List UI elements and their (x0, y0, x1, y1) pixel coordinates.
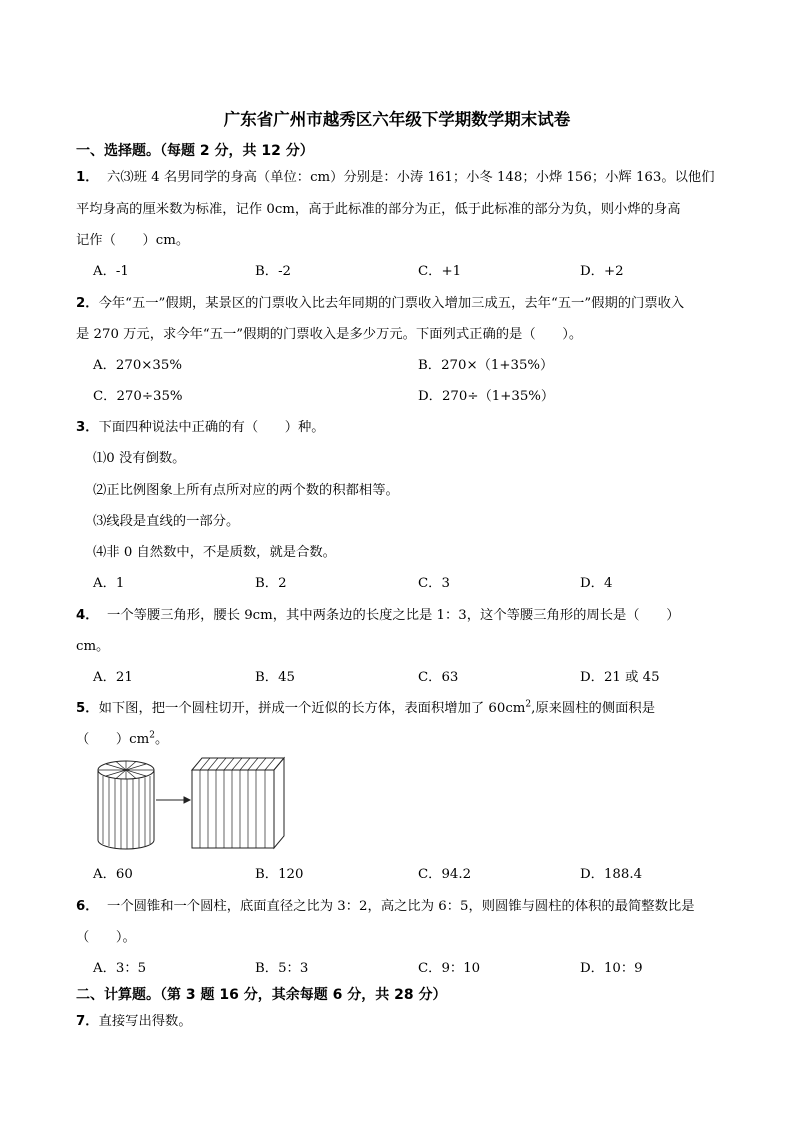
question-4-line-2: cm。 (76, 639, 110, 654)
question-number: 7． (76, 1014, 99, 1029)
question-2-option-a: A．270×35% (93, 358, 182, 373)
question-3-statement-1: ⑴0 没有倒数。 (93, 451, 186, 466)
question-7-line-1: 7．直接写出得数。 (76, 1014, 192, 1029)
question-3-option-c: C．3 (418, 576, 450, 591)
section-heading-choice: 一、选择题。（每题 2 分，共 12 分） (76, 143, 314, 159)
question-4-option-c: C．63 (418, 670, 459, 685)
question-number: 2． (76, 296, 99, 311)
question-3-statement-3: ⑶线段是直线的一部分。 (93, 514, 240, 529)
question-3-statement-2: ⑵正比例图象上所有点所对应的两个数的积都相等。 (93, 483, 399, 498)
cylinder-icon (98, 761, 154, 849)
question-number: 1． (76, 170, 99, 185)
question-number: 4． (76, 608, 99, 623)
question-3-line-1: 3．下面四种说法中正确的有（ ）种。 (76, 420, 325, 435)
question-number: 3． (76, 420, 99, 435)
question-6-option-a: A．3：5 (93, 961, 147, 976)
cuboid-icon (192, 758, 284, 848)
question-2-option-b: B．270×（1+35%） (418, 358, 554, 373)
question-number: 6． (76, 899, 99, 914)
question-6-option-b: B．5：3 (255, 961, 309, 976)
cylinder-to-cuboid-figure (94, 752, 294, 852)
question-number: 5． (76, 701, 99, 716)
superscript-two: 2 (525, 699, 532, 710)
arrow-right-icon (156, 797, 190, 803)
section-heading-calculation: 二、计算题。（第 3 题 16 分，其余每题 6 分，共 28 分） (76, 987, 447, 1003)
question-6-option-d: D．10：9 (580, 961, 643, 976)
question-3-option-d: D．4 (580, 576, 613, 591)
question-5-option-c: C．94.2 (418, 867, 472, 882)
question-3-statement-4: ⑷非 0 自然数中，不是质数，就是合数。 (93, 545, 336, 560)
question-1-line-3: 记作（ ）cm。 (76, 233, 190, 248)
question-2-line-1: 2．今年“五一”假期，某景区的门票收入比去年同期的门票收入增加三成五，去年“五一”假期的门票收入 (76, 296, 685, 311)
question-5-option-d: D．188.4 (580, 867, 643, 882)
question-3-option-b: B．2 (255, 576, 287, 591)
question-2-option-c: C．270÷35% (93, 389, 183, 404)
question-1-option-b: B．-2 (255, 264, 292, 279)
question-5-option-b: B．120 (255, 867, 304, 882)
question-5-option-a: A．60 (93, 867, 133, 882)
question-2-line-2: 是 270 万元，求今年“五一”假期的门票收入是多少万元。下面列式正确的是（ ）。 (76, 327, 583, 342)
question-4-option-b: B．45 (255, 670, 295, 685)
question-5-line-1: 5．如下图，把一个圆柱切开，拼成一个近似的长方体，表面积增加了 $60cm^2$,原来圆柱的侧面积是 (76, 699, 656, 716)
question-4-option-d: D．21 或 45 (580, 670, 660, 685)
question-6-line-2: （ ）。 (76, 930, 136, 945)
question-1-line-1: 1． 六⑶班 4 名男同学的身高（单位：cm）分别是：小涛 161；小冬 148；小烨 156；小辉 163。以他们 (76, 170, 715, 185)
question-1-option-d: D．+2 (580, 264, 624, 279)
question-1-option-c: C．+1 (418, 264, 462, 279)
question-6-line-1: 6． 一个圆锥和一个圆柱，底面直径之比为 3：2，高之比为 6：5，则圆锥与圆柱的体积的最简整数比是 (76, 899, 695, 914)
question-4-line-1: 4． 一个等腰三角形，腰长 9cm，其中两条边的长度之比是 1：3，这个等腰三角形的周长是（ ） (76, 608, 680, 623)
question-4-option-a: A．21 (93, 670, 133, 685)
question-5-line-2: （ ）$cm^2$。 (76, 730, 169, 747)
question-1-line-2: 平均身高的厘米数为标准，记作 0cm，高于此标准的部分为正，低于此标准的部分为负，则小烨的身高 (76, 202, 681, 217)
page-title: 广东省广州市越秀区六年级下学期数学期末试卷 (223, 110, 571, 129)
question-1-option-a: A．-1 (93, 264, 129, 279)
question-3-option-a: A．1 (93, 576, 125, 591)
question-6-option-c: C．9：10 (418, 961, 481, 976)
question-2-option-d: D．270÷（1+35%） (418, 389, 555, 404)
